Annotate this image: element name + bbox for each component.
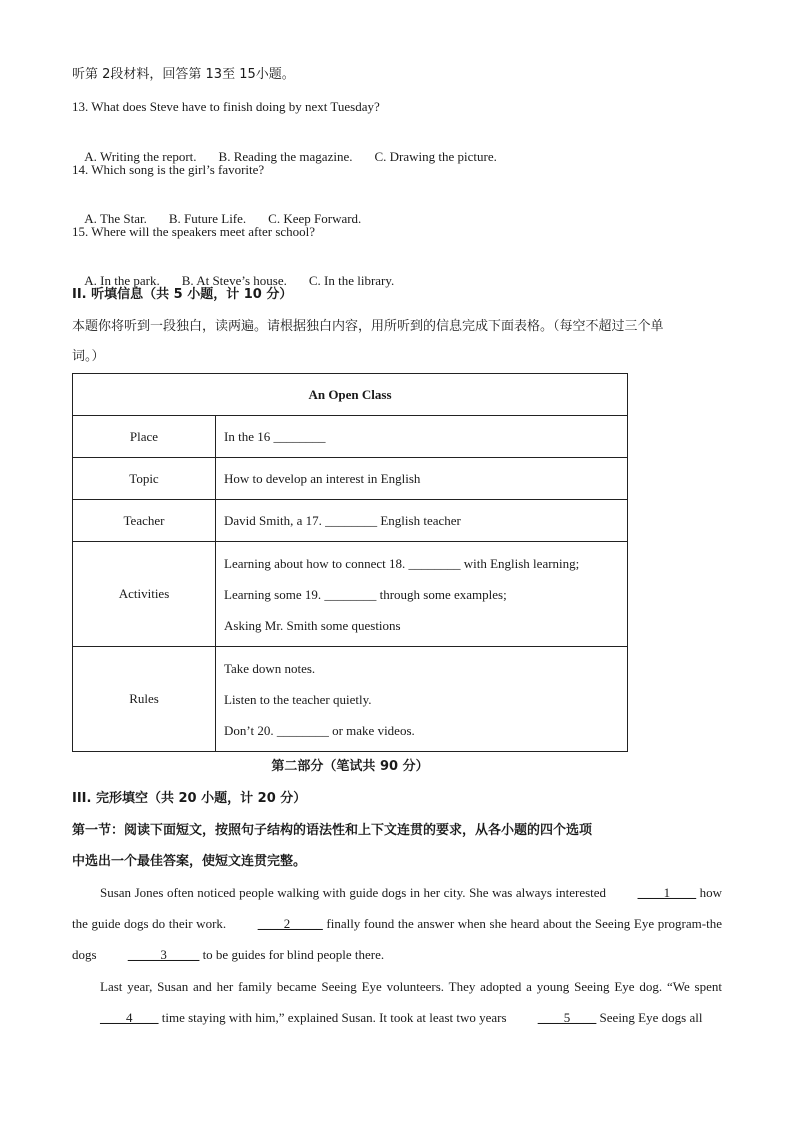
activity-item: Learning some 19. ________ through some examples; [224, 586, 507, 602]
cloze-blank-5: ____5____ [537, 1010, 597, 1025]
row-value-teacher: David Smith, a 17. ________ English teacher [216, 500, 628, 542]
activity-item: Asking Mr. Smith some questions [224, 617, 401, 633]
passage-paragraph-1 [72, 877, 722, 970]
row-label-teacher: Teacher [73, 500, 216, 542]
activity-item: Learning about how to connect 18. ________ with English learning; [224, 555, 580, 571]
rule-item: Don’t 20. ________ or make videos. [224, 722, 415, 738]
passage-text: finally found the answer when she heard about the Seeing Eye program-the dogs [72, 916, 722, 962]
passage-text: how the guide dogs do their work. [72, 885, 723, 931]
section-iii-instructions: 第一节：阅读下面短文，按照句子结构的语法性和上下文连贯的要求，从各小题的四个选项 [72, 823, 593, 838]
passage-text: Last year, Susan and her family became Seeing Eye volunteers. They adopted a young Seeing Eye dog. “We spent [100, 979, 722, 994]
row-label-activities: Activities [73, 542, 216, 647]
section-iii-heading: III. 完形填空（共 20 小题，计 20 分） [72, 791, 307, 806]
row-value-place: In the 16 ________ [216, 416, 628, 458]
cloze-blank-3: _____3_____ [127, 947, 200, 962]
option-a: A. Writing the report. [84, 149, 197, 164]
row-label-place: Place [73, 416, 216, 458]
question-14: 14. Which song is the girl’s favorite? [72, 162, 265, 177]
option-b: B. Future Life. [168, 211, 247, 226]
passage-paragraph-2 [72, 971, 722, 1033]
cloze-blank-1: ____1____ [637, 885, 697, 900]
row-label-topic: Topic [73, 458, 216, 500]
passage-text: Seeing Eye dogs all [596, 1010, 703, 1025]
rule-item: Take down notes. [224, 660, 316, 676]
row-value-topic: How to develop an interest in English [216, 458, 628, 500]
section-ii-instructions-cont: 词。） [72, 349, 105, 364]
passage-text: to be guides for blind people there. [199, 947, 385, 962]
rule-item: Listen to the teacher quietly. [224, 691, 372, 707]
section-ii-instructions: 本题你将听到一段独白，读两遍。请根据独白内容，用所听到的信息完成下面表格。（每空不超过三个单 [72, 319, 664, 334]
table-title: An Open Class [73, 374, 628, 416]
part-two-heading: 第二部分（笔试共 90 分） [271, 759, 429, 774]
cloze-blank-2: ____2_____ [257, 916, 323, 931]
row-value-activities [216, 542, 628, 647]
option-c: C. In the library. [308, 273, 395, 288]
passage-text: time staying with him,” explained Susan. It took at least two years [158, 1010, 510, 1025]
option-c: C. Drawing the picture. [374, 149, 497, 164]
cloze-blank-4: ____4____ [100, 1010, 159, 1025]
section-ii-heading: II. 听填信息（共 5 小题，计 10 分） [72, 287, 293, 302]
question-15: 15. Where will the speakers meet after school? [72, 224, 316, 239]
row-value-rules [216, 647, 628, 752]
option-a: A. The Star. [84, 211, 147, 226]
option-b: B. Reading the magazine. [218, 149, 353, 164]
section-iii-instructions-cont: 中选出一个最佳答案，使短文连贯完整。 [72, 854, 307, 869]
option-c: C. Keep Forward. [268, 211, 362, 226]
passage-text: Susan Jones often noticed people walking with guide dogs in her city. She was always interested [100, 885, 610, 900]
question-13: 13. What does Steve have to finish doing by next Tuesday? [72, 99, 380, 114]
option-b: B. At Steve’s house. [181, 273, 287, 288]
listening-intro: 听第 2段材料，回答第 13至 15小题。 [72, 67, 295, 82]
row-label-rules: Rules [73, 647, 216, 752]
open-class-table [72, 373, 628, 752]
option-a: A. In the park. [84, 273, 160, 288]
